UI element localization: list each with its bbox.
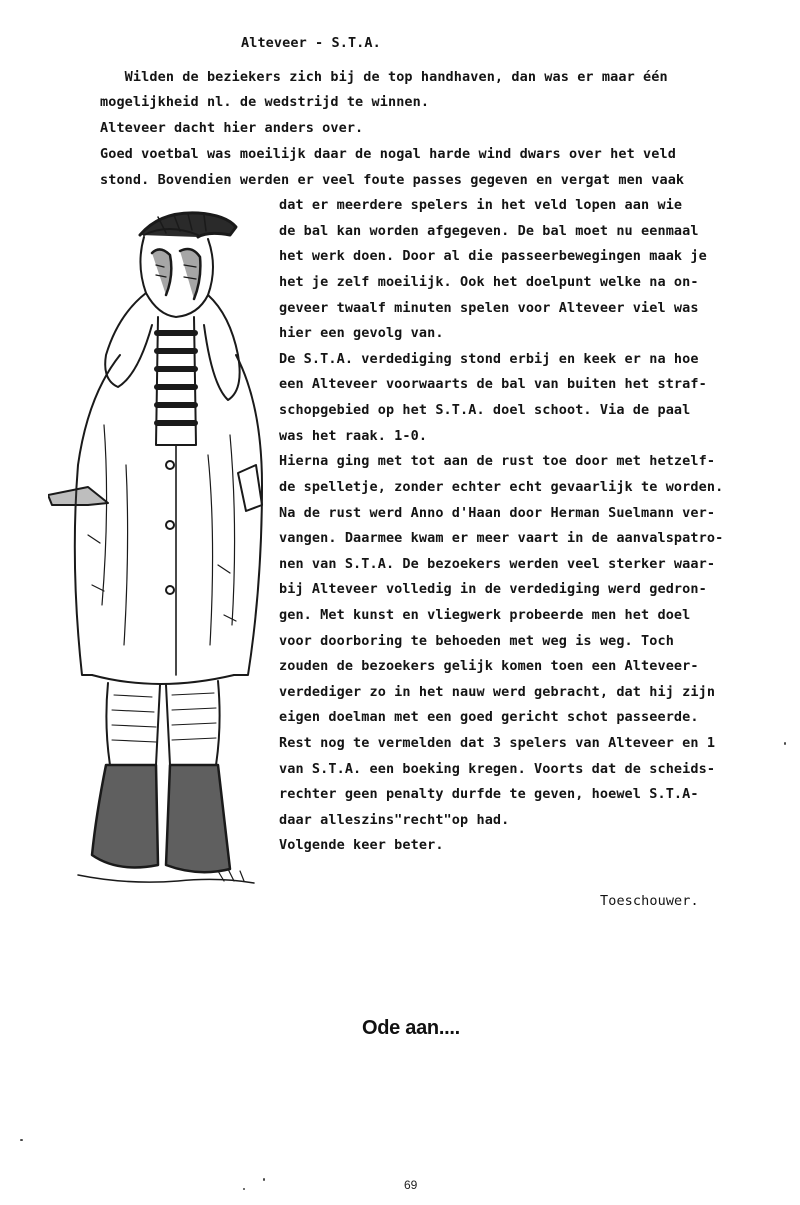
text-line: Goed voetbal was moeilijk daar de nogal harde wind dwars over het veld	[100, 146, 676, 162]
text-line: dat er meerdere spelers in het veld lopen aan wie	[279, 197, 683, 213]
scan-speck	[20, 1139, 23, 1141]
crying-football-fan-sketch-icon	[48, 205, 268, 890]
text-line: geveer twaalf minuten spelen voor Alteveer viel was	[279, 300, 699, 316]
text-line: De S.T.A. verdediging stond erbij en keek er na hoe	[279, 351, 699, 367]
text-line: was het raak. 1-0.	[279, 428, 428, 444]
text-line: vangen. Daarmee kwam er meer vaart in de aanvalspatro-	[279, 530, 724, 546]
scan-speck	[784, 742, 786, 745]
text-line: mogelijkheid nl. de wedstrijd te winnen.	[100, 94, 430, 110]
page-number: 69	[404, 1178, 418, 1192]
text-line: de spelletje, zonder echter echt gevaarlijk te worden.	[279, 479, 724, 495]
text-line: verdediger zo in het nauw werd gebracht, dat hij zijn	[279, 684, 716, 700]
text-line: Rest nog te vermelden dat 3 spelers van Alteveer en 1	[279, 735, 716, 751]
text-line: Alteveer dacht hier anders over.	[100, 120, 364, 136]
text-line: Na de rust werd Anno d'Haan door Herman Suelmann ver-	[279, 505, 716, 521]
text-line: schopgebied op het S.T.A. doel schoot. Via de paal	[279, 402, 691, 418]
text-line: het je zelf moeilijk. Ook het doelpunt welke na on-	[279, 274, 699, 290]
text-line: Hierna ging met tot aan de rust toe door met hetzelf-	[279, 453, 716, 469]
text-line: eigen doelman met een goed gericht schot passeerde.	[279, 709, 699, 725]
text-line: stond. Bovendien werden er veel foute passes gegeven en vergat men vaak	[100, 172, 685, 188]
text-line: van S.T.A. een boeking kregen. Voorts dat de scheids-	[279, 761, 716, 777]
section-heading: Ode aan....	[362, 1017, 460, 1039]
article-signoff: Toeschouwer.	[600, 893, 699, 909]
text-line: Volgende keer beter.	[279, 837, 444, 853]
scan-speck	[243, 1188, 245, 1190]
text-line: daar alleszins"recht"op had.	[279, 812, 510, 828]
text-line: hier een gevolg van.	[279, 325, 444, 341]
text-line: de bal kan worden afgegeven. De bal moet nu eenmaal	[279, 223, 699, 239]
article-title: Alteveer - S.T.A.	[241, 35, 381, 51]
text-line: gen. Met kunst en vliegwerk probeerde men het doel	[279, 607, 691, 623]
text-line: het werk doen. Door al die passeerbewegingen maak je	[279, 248, 707, 264]
text-line: Wilden de beziekers zich bij de top handhaven, dan was er maar één	[100, 69, 668, 85]
text-line: bij Alteveer volledig in de verdediging werd gedron-	[279, 581, 707, 597]
text-line: voor doorboring te behoeden met weg is weg. Toch	[279, 633, 674, 649]
text-line: zouden de bezoekers gelijk komen toen een Alteveer-	[279, 658, 699, 674]
scan-speck	[263, 1178, 265, 1181]
text-line: nen van S.T.A. De bezoekers werden veel sterker waar-	[279, 556, 716, 572]
text-line: een Alteveer voorwaarts de bal van buiten het straf-	[279, 376, 707, 392]
text-line: rechter geen penalty durfde te geven, hoewel S.T.A-	[279, 786, 699, 802]
